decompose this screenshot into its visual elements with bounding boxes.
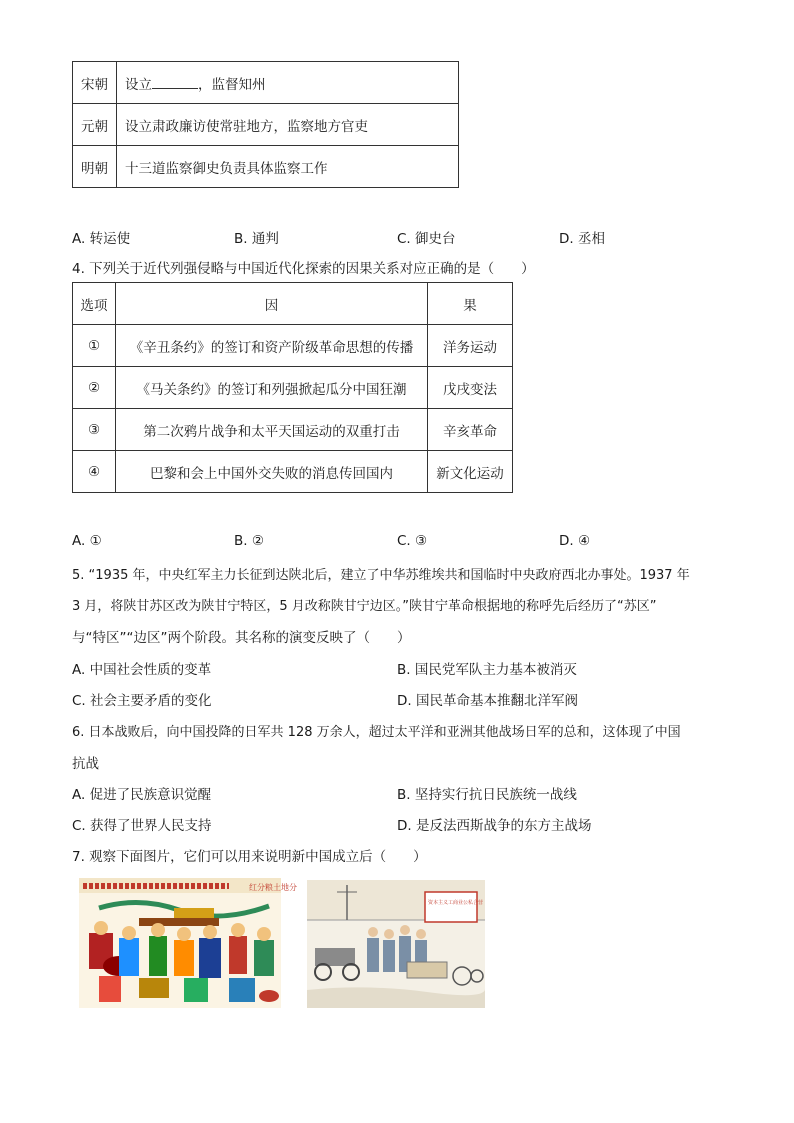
q5-option-d[interactable]: D. 国民革命基本推翻北洋军阀 [397,693,578,709]
q3-option-c[interactable]: C. 御史台 [397,231,456,247]
q3-option-a[interactable]: A. 转运使 [72,231,131,247]
desc-cell: 设立肃政廉访使常驻地方，监察地方官吏 [117,104,459,146]
desc-cell: 十三道监察御史负责具体监察工作 [117,146,459,188]
table-row [73,409,513,451]
option-cell: ④ [73,451,116,493]
header-cell: 选项 [73,283,116,325]
effect-cell: 新文化运动 [428,451,513,493]
q5-option-c[interactable]: C. 社会主要矛盾的变化 [72,693,212,709]
table-row [73,325,513,367]
q6-line-1: 6. 日本战败后，向中国投降的日军共 128 万余人，超过太平洋和亚洲其他战场日军的总和，这体现了中国 [72,725,681,740]
q3-option-d[interactable]: D. 丞相 [559,231,605,247]
q4-table [72,282,513,493]
answer-blank [152,76,198,89]
header-cell: 果 [428,283,513,325]
era-cell: 元朝 [73,104,117,146]
table-row [73,62,459,104]
q5-option-b[interactable]: B. 国民党军队主力基本被消灭 [397,662,577,678]
sketch-illustration-drawing [307,880,485,1008]
q6-option-a[interactable]: A. 促进了民族意识觉醒 [72,787,212,803]
era-cell: 宋朝 [73,62,117,104]
q4-option-c[interactable]: C. ③ [397,533,428,549]
effect-cell: 戊戌变法 [428,367,513,409]
q3-table [72,61,459,188]
cause-cell: 《马关条约》的签订和列强掀起瓜分中国狂潮 [116,367,428,409]
folk-painting-image [79,878,297,1008]
q5-option-a[interactable]: A. 中国社会性质的变革 [72,662,212,678]
option-cell: ② [73,367,116,409]
q5-line-2: 3 月，将陕甘苏区改为陕甘宁特区，5 月改称陕甘宁边区。”陕甘宁革命根据地的称呼先后经历了“苏区” [72,599,657,614]
table-header-row [73,283,513,325]
q4-option-b[interactable]: B. ② [234,533,264,549]
option-cell: ③ [73,409,116,451]
sketch-sign-text: 资本主义工商业公私合营 [428,900,484,906]
option-cell: ① [73,325,116,367]
painting-caption: 红分粮土地分 [249,883,297,892]
effect-cell: 辛亥革命 [428,409,513,451]
q6-option-c[interactable]: C. 获得了世界人民支持 [72,818,212,834]
q5-line-3: 与“特区”“边区”两个阶段。其名称的演变反映了（ ） [72,630,411,646]
table-row [73,451,513,493]
q4-stem: 4. 下列关于近代列强侵略与中国近代化探索的因果关系对应正确的是（ ） [72,261,535,277]
effect-cell: 洋务运动 [428,325,513,367]
cause-cell: 《辛丑条约》的签订和资产阶级革命思想的传播 [116,325,428,367]
table-row [73,146,459,188]
desc-cell [117,62,459,104]
q4-option-d[interactable]: D. ④ [559,533,591,549]
q5-line-1: 5. “1935 年，中央红军主力长征到达陕北后，建立了中华苏维埃共和国临时中央政府西北办事处。1937 年 [72,568,690,583]
q6-option-d[interactable]: D. 是反法西斯战争的东方主战场 [397,818,592,834]
desc-pre: 设立 [125,76,152,93]
cause-cell: 第二次鸦片战争和太平天国运动的双重打击 [116,409,428,451]
header-cell: 因 [116,283,428,325]
cause-cell: 巴黎和会上中国外交失败的消息传回国内 [116,451,428,493]
table-row [73,367,513,409]
era-cell: 明朝 [73,146,117,188]
q3-option-b[interactable]: B. 通判 [234,231,279,247]
q7-stem: 7. 观察下面图片，它们可以用来说明新中国成立后（ ） [72,849,427,865]
folk-painting-drawing [79,878,297,1008]
q4-option-a[interactable]: A. ① [72,533,102,549]
q6-line-2: 抗战 [72,756,99,772]
q6-option-b[interactable]: B. 坚持实行抗日民族统一战线 [397,787,577,803]
sketch-illustration-image [307,880,485,1008]
desc-post: ，监督知州 [198,76,266,93]
table-row [73,104,459,146]
